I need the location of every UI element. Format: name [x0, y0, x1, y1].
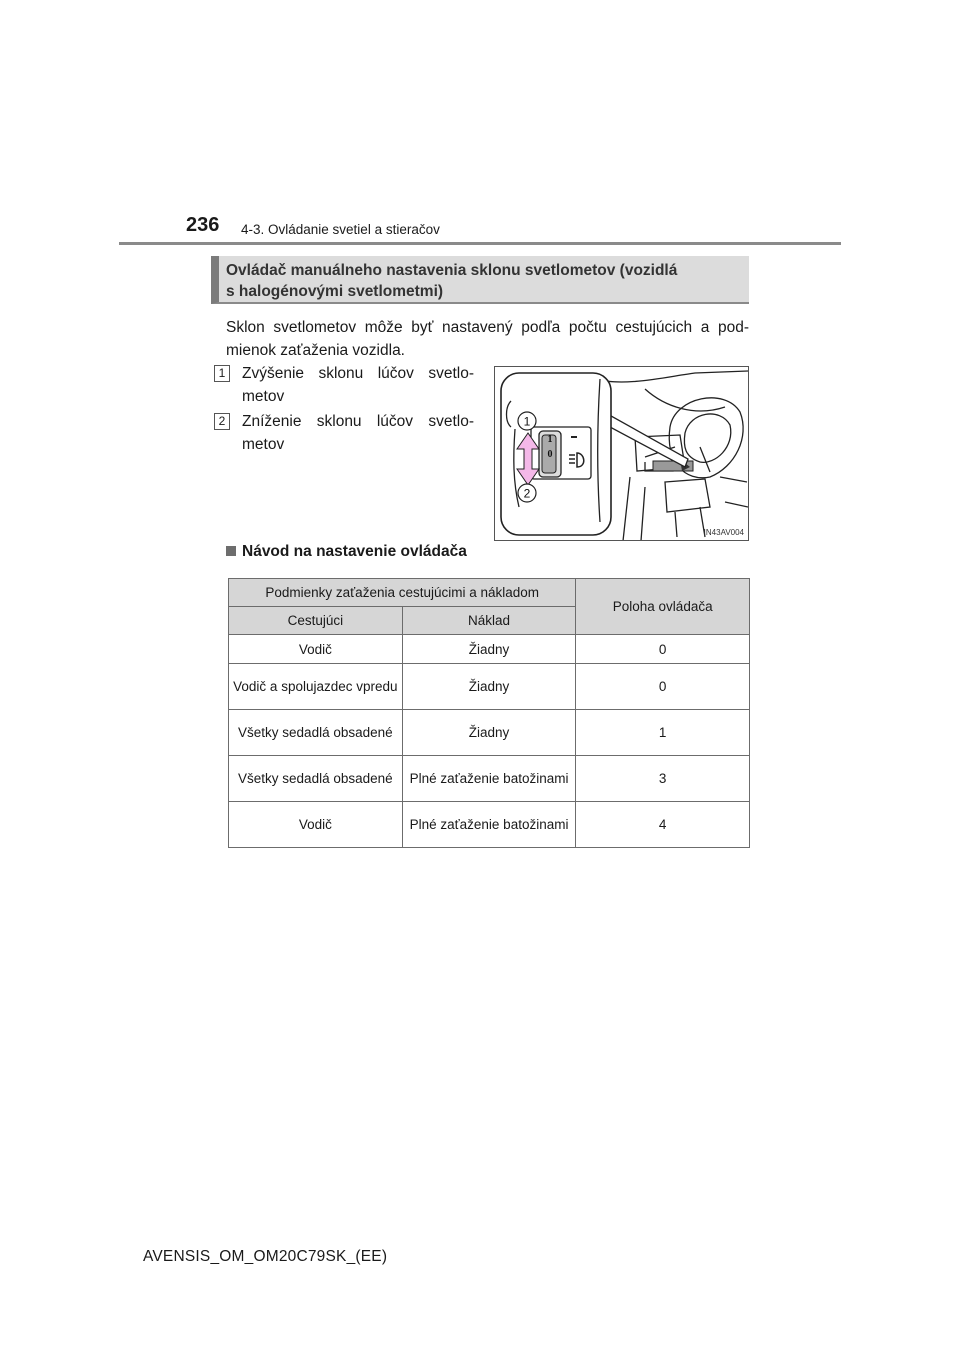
- item-number-badge: 1: [214, 365, 230, 382]
- dashboard-drawing: [495, 367, 749, 541]
- page-number: 236: [186, 214, 220, 236]
- item-text: Zvýšenie sklonu lúčov svetlo- metov: [242, 365, 474, 405]
- item-number-badge: 2: [214, 413, 230, 430]
- cell-passengers: Všetky sedadlá obsadené: [229, 710, 403, 756]
- document-footer-code: AVENSIS_OM_OM20C79SK_(EE): [143, 1248, 388, 1265]
- heading-line-1: Ovládač manuálneho nastavenia sklonu svetlometov (vozidlá: [226, 262, 678, 279]
- cell-cargo: Plné zaťaženie batožinami: [402, 802, 576, 848]
- cell-position: 0: [576, 664, 750, 710]
- cell-position: 1: [576, 710, 750, 756]
- cell-cargo: Žiadny: [402, 635, 576, 664]
- header-load-conditions: Podmienky zaťaženia cestujúcimi a nákladom: [229, 579, 576, 607]
- table-row: [229, 664, 750, 710]
- header-divider: [119, 242, 841, 245]
- cell-cargo: Žiadny: [402, 710, 576, 756]
- headlight-leveling-illustration: [494, 366, 749, 541]
- cell-passengers: Vodič: [229, 635, 403, 664]
- item-text: Zníženie sklonu lúčov svetlo- metov: [242, 413, 474, 453]
- callout-1: 1: [523, 414, 531, 429]
- adjustment-guide-table: [228, 578, 750, 848]
- table-header-row: [229, 579, 750, 607]
- bullet-square-icon: [226, 546, 236, 556]
- list-item: [214, 410, 474, 456]
- section-title: 4-3. Ovládanie svetiel a stieračov: [241, 222, 440, 237]
- cell-position: 3: [576, 756, 750, 802]
- subheading-text: Návod na nastavenie ovládača: [242, 543, 467, 560]
- cell-passengers: Všetky sedadlá obsadené: [229, 756, 403, 802]
- callout-2: 2: [523, 486, 531, 501]
- cell-cargo: Žiadny: [402, 664, 576, 710]
- cell-position: 4: [576, 802, 750, 848]
- cell-position: 0: [576, 635, 750, 664]
- section-heading: [211, 256, 749, 304]
- heading-line-2: s halogénovými svetlometmi): [226, 283, 444, 300]
- cell-passengers: Vodič: [229, 802, 403, 848]
- table-row: [229, 710, 750, 756]
- cell-cargo: Plné zaťaženie batožinami: [402, 756, 576, 802]
- header-dial-position: Poloha ovládača: [576, 579, 750, 635]
- table-row: [229, 802, 750, 848]
- figure-code: IN43AV004: [703, 528, 744, 537]
- list-item: [214, 362, 474, 408]
- header-cargo: Náklad: [402, 607, 576, 635]
- cell-passengers: Vodič a spolujazdec vpredu: [229, 664, 403, 710]
- intro-paragraph: Sklon svetlometov môže byť nastavený podľa počtu cestujúcich a pod- mienok zaťaženia vozidla.: [226, 319, 749, 359]
- header-passengers: Cestujúci: [229, 607, 403, 635]
- table-row: [229, 635, 750, 664]
- dial-mark-0: 0: [547, 449, 553, 460]
- dial-mark-1: 1: [547, 434, 553, 445]
- table-row: [229, 756, 750, 802]
- subheading: [226, 543, 467, 561]
